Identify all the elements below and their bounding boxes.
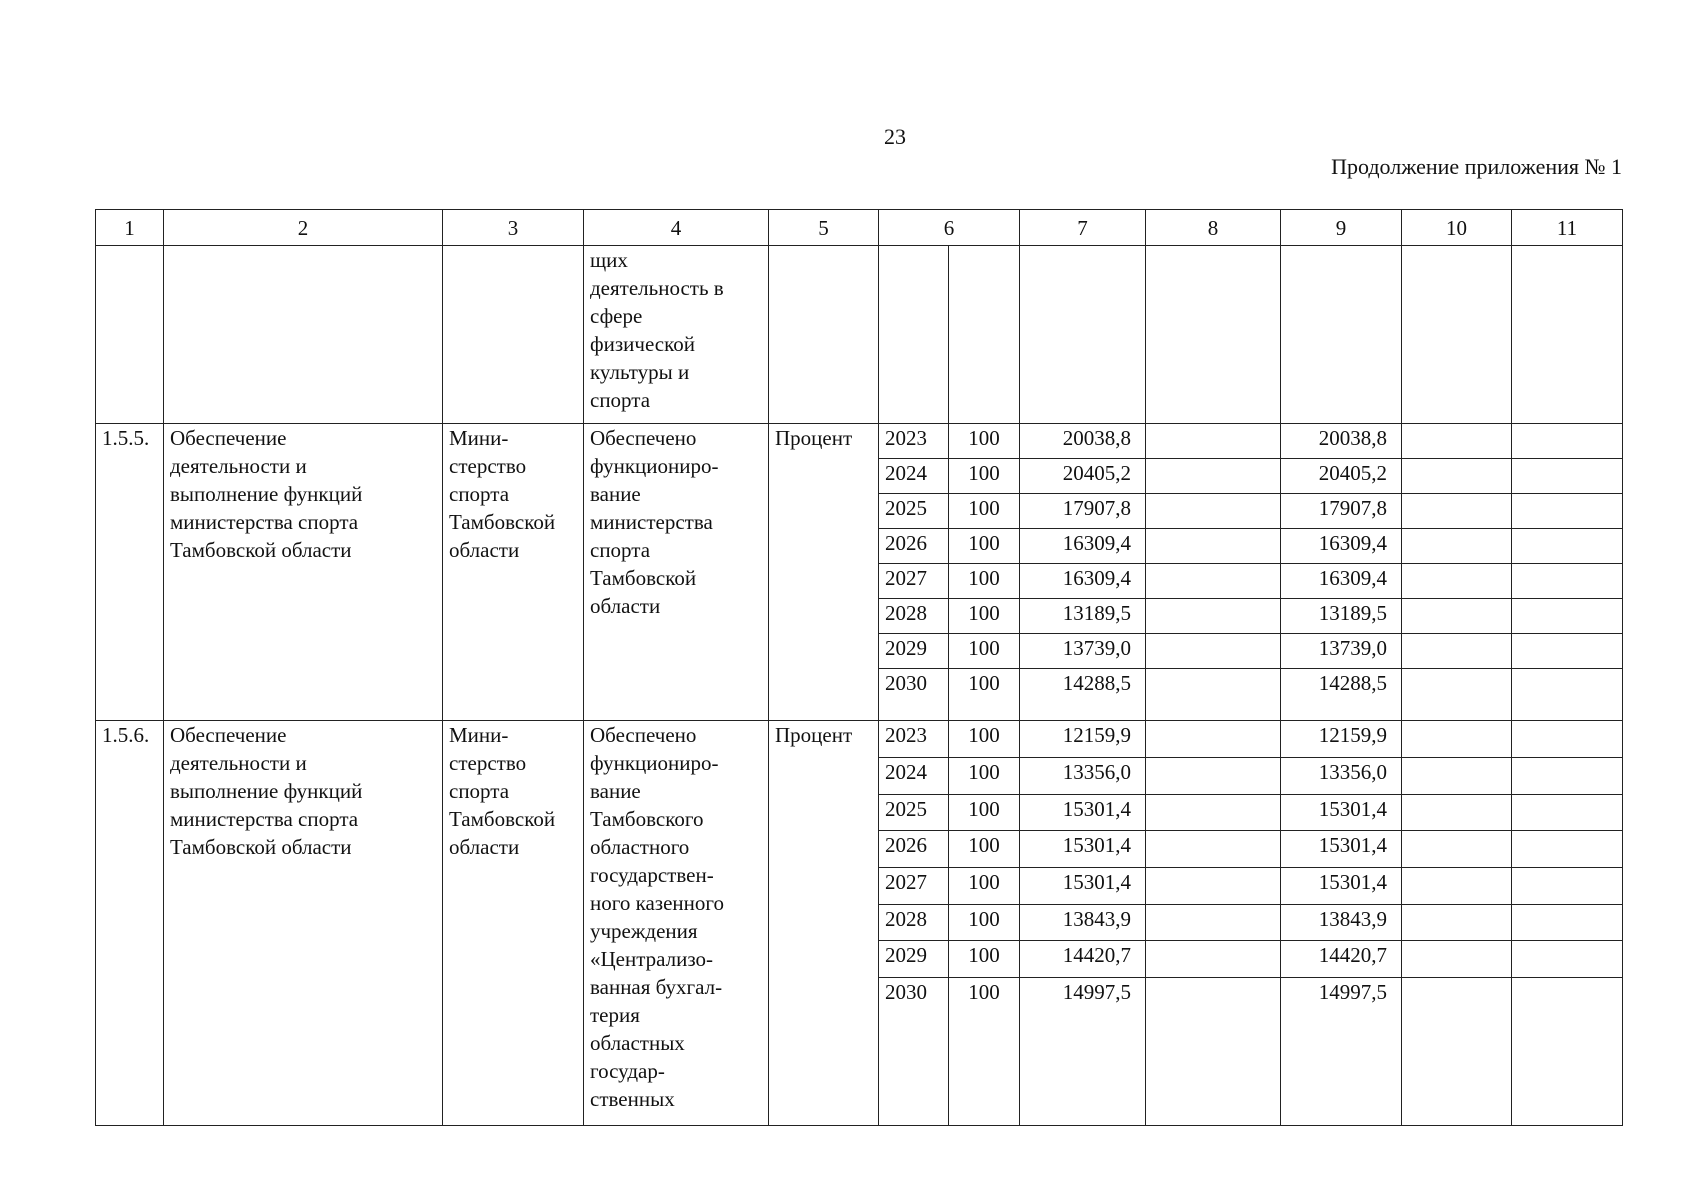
amount-col7: 16309,4 <box>1020 564 1146 599</box>
cell <box>879 246 949 424</box>
item-number: 1.5.6. <box>96 721 164 1126</box>
amount-col7: 13843,9 <box>1020 904 1146 941</box>
amount-col11 <box>1512 904 1623 941</box>
column-header-10: 10 <box>1402 210 1512 246</box>
amount-col9: 12159,9 <box>1281 721 1402 758</box>
amount-col8 <box>1146 941 1281 978</box>
amount-col11 <box>1512 941 1623 978</box>
amount-col10 <box>1402 459 1512 494</box>
amount-col8 <box>1146 868 1281 905</box>
indicator-value: 100 <box>949 598 1020 633</box>
amount-col9: 14420,7 <box>1281 941 1402 978</box>
year-cell: 2030 <box>879 978 949 1126</box>
amount-col8 <box>1146 459 1281 494</box>
amount-col7: 20405,2 <box>1020 459 1146 494</box>
amount-col9: 15301,4 <box>1281 868 1402 905</box>
indicator-value: 100 <box>949 794 1020 831</box>
unit-of-measure: Процент <box>769 424 879 721</box>
year-cell: 2024 <box>879 758 949 795</box>
year-cell: 2023 <box>879 721 949 758</box>
indicator-value: 100 <box>949 424 1020 459</box>
amount-col8 <box>1146 564 1281 599</box>
amount-col7: 13356,0 <box>1020 758 1146 795</box>
year-cell: 2025 <box>879 794 949 831</box>
year-cell: 2027 <box>879 868 949 905</box>
year-cell: 2028 <box>879 904 949 941</box>
amount-col7: 13189,5 <box>1020 598 1146 633</box>
amount-col8 <box>1146 978 1281 1126</box>
expected-result: Обеспечено функциониро- вание Тамбовского областного государствен- ного казенного учреждения «Централизо- ванная бухгал- терия областных государ- ственных <box>584 721 769 1126</box>
year-cell: 2024 <box>879 459 949 494</box>
year-cell: 2023 <box>879 424 949 459</box>
amount-col11 <box>1512 978 1623 1126</box>
amount-col7: 14997,5 <box>1020 978 1146 1126</box>
column-header-8: 8 <box>1146 210 1281 246</box>
amount-col10 <box>1402 831 1512 868</box>
indicator-value: 100 <box>949 721 1020 758</box>
cell <box>1402 246 1512 424</box>
amount-col11 <box>1512 721 1623 758</box>
amount-col11 <box>1512 424 1623 459</box>
cell <box>1020 246 1146 424</box>
amount-col8 <box>1146 794 1281 831</box>
amount-col8 <box>1146 721 1281 758</box>
appendix-continuation-label: Продолжение приложения № 1 <box>1331 154 1622 179</box>
cell <box>769 246 879 424</box>
amount-col11 <box>1512 794 1623 831</box>
amount-col10 <box>1402 978 1512 1126</box>
amount-col7: 16309,4 <box>1020 529 1146 564</box>
column-header-6: 6 <box>879 210 1020 246</box>
amount-col9: 15301,4 <box>1281 831 1402 868</box>
amount-col9: 13739,0 <box>1281 633 1402 668</box>
amount-col8 <box>1146 758 1281 795</box>
item-number: 1.5.5. <box>96 424 164 721</box>
amount-col11 <box>1512 459 1623 494</box>
column-header-1: 1 <box>96 210 164 246</box>
column-header-11: 11 <box>1512 210 1623 246</box>
amount-col8 <box>1146 904 1281 941</box>
amount-col8 <box>1146 598 1281 633</box>
amount-col10 <box>1402 794 1512 831</box>
amount-col10 <box>1402 721 1512 758</box>
expected-result: Обеспечено функциониро- вание министерства спорта Тамбовской области <box>584 424 769 721</box>
amount-col9: 20405,2 <box>1281 459 1402 494</box>
cell <box>1146 246 1281 424</box>
amount-col10 <box>1402 633 1512 668</box>
amount-col10 <box>1402 758 1512 795</box>
amount-col11 <box>1512 868 1623 905</box>
amount-col7: 14420,7 <box>1020 941 1146 978</box>
indicator-value: 100 <box>949 941 1020 978</box>
amount-col7: 15301,4 <box>1020 831 1146 868</box>
amount-col11 <box>1512 598 1623 633</box>
column-header-7: 7 <box>1020 210 1146 246</box>
amount-col11 <box>1512 831 1623 868</box>
amount-col11 <box>1512 494 1623 529</box>
amount-col10 <box>1402 598 1512 633</box>
amount-col7: 13739,0 <box>1020 633 1146 668</box>
year-cell: 2026 <box>879 529 949 564</box>
amount-col7: 14288,5 <box>1020 668 1146 720</box>
amount-col9: 16309,4 <box>1281 529 1402 564</box>
cell <box>164 246 443 424</box>
amount-col7: 15301,4 <box>1020 794 1146 831</box>
year-cell: 2025 <box>879 494 949 529</box>
indicator-value: 100 <box>949 904 1020 941</box>
year-row <box>96 424 1623 459</box>
amount-col9: 14288,5 <box>1281 668 1402 720</box>
amount-col10 <box>1402 868 1512 905</box>
amount-col7: 12159,9 <box>1020 721 1146 758</box>
amount-col9: 13356,0 <box>1281 758 1402 795</box>
amount-col7: 17907,8 <box>1020 494 1146 529</box>
executor-name: Мини- стерство спорта Тамбовской области <box>443 424 584 721</box>
indicator-value: 100 <box>949 758 1020 795</box>
amount-col10 <box>1402 941 1512 978</box>
amount-col10 <box>1402 904 1512 941</box>
column-header-4: 4 <box>584 210 769 246</box>
amount-col9: 15301,4 <box>1281 794 1402 831</box>
year-row <box>96 721 1623 758</box>
amount-col9: 14997,5 <box>1281 978 1402 1126</box>
amount-col8 <box>1146 668 1281 720</box>
activity-description: Обеспечение деятельности и выполнение функций министерства спорта Тамбовской области <box>164 424 443 721</box>
continuation-row <box>96 246 1623 424</box>
column-header-row <box>96 210 1623 246</box>
column-header-9: 9 <box>1281 210 1402 246</box>
indicator-value: 100 <box>949 978 1020 1126</box>
cell <box>1281 246 1402 424</box>
amount-col8 <box>1146 831 1281 868</box>
amount-col9: 17907,8 <box>1281 494 1402 529</box>
page-number: 23 <box>884 124 906 149</box>
data-table <box>95 209 1623 1126</box>
amount-col7: 20038,8 <box>1020 424 1146 459</box>
amount-col10 <box>1402 494 1512 529</box>
column-header-2: 2 <box>164 210 443 246</box>
amount-col8 <box>1146 424 1281 459</box>
amount-col11 <box>1512 529 1623 564</box>
year-cell: 2030 <box>879 668 949 720</box>
cell <box>1512 246 1623 424</box>
indicator-value: 100 <box>949 494 1020 529</box>
activity-description: Обеспечение деятельности и выполнение функций министерства спорта Тамбовской области <box>164 721 443 1126</box>
amount-col10 <box>1402 668 1512 720</box>
amount-col9: 13843,9 <box>1281 904 1402 941</box>
year-cell: 2027 <box>879 564 949 599</box>
cell <box>949 246 1020 424</box>
year-cell: 2028 <box>879 598 949 633</box>
amount-col9: 20038,8 <box>1281 424 1402 459</box>
amount-col9: 13189,5 <box>1281 598 1402 633</box>
amount-col8 <box>1146 494 1281 529</box>
amount-col11 <box>1512 564 1623 599</box>
amount-col11 <box>1512 633 1623 668</box>
amount-col9: 16309,4 <box>1281 564 1402 599</box>
amount-col10 <box>1402 424 1512 459</box>
indicator-value: 100 <box>949 868 1020 905</box>
amount-col8 <box>1146 529 1281 564</box>
amount-col11 <box>1512 758 1623 795</box>
column-header-3: 3 <box>443 210 584 246</box>
amount-col10 <box>1402 529 1512 564</box>
indicator-value: 100 <box>949 564 1020 599</box>
unit-of-measure: Процент <box>769 721 879 1126</box>
year-cell: 2029 <box>879 941 949 978</box>
year-cell: 2026 <box>879 831 949 868</box>
indicator-value: 100 <box>949 459 1020 494</box>
indicator-value: 100 <box>949 529 1020 564</box>
indicator-value: 100 <box>949 668 1020 720</box>
cell <box>443 246 584 424</box>
indicator-value: 100 <box>949 831 1020 868</box>
cell <box>96 246 164 424</box>
executor-name: Мини- стерство спорта Тамбовской области <box>443 721 584 1126</box>
indicator-value: 100 <box>949 633 1020 668</box>
result-continuation-text: щих деятельность в сфере физической культуры и спорта <box>584 246 769 424</box>
amount-col10 <box>1402 564 1512 599</box>
year-cell: 2029 <box>879 633 949 668</box>
amount-col7: 15301,4 <box>1020 868 1146 905</box>
column-header-5: 5 <box>769 210 879 246</box>
amount-col8 <box>1146 633 1281 668</box>
amount-col11 <box>1512 668 1623 720</box>
